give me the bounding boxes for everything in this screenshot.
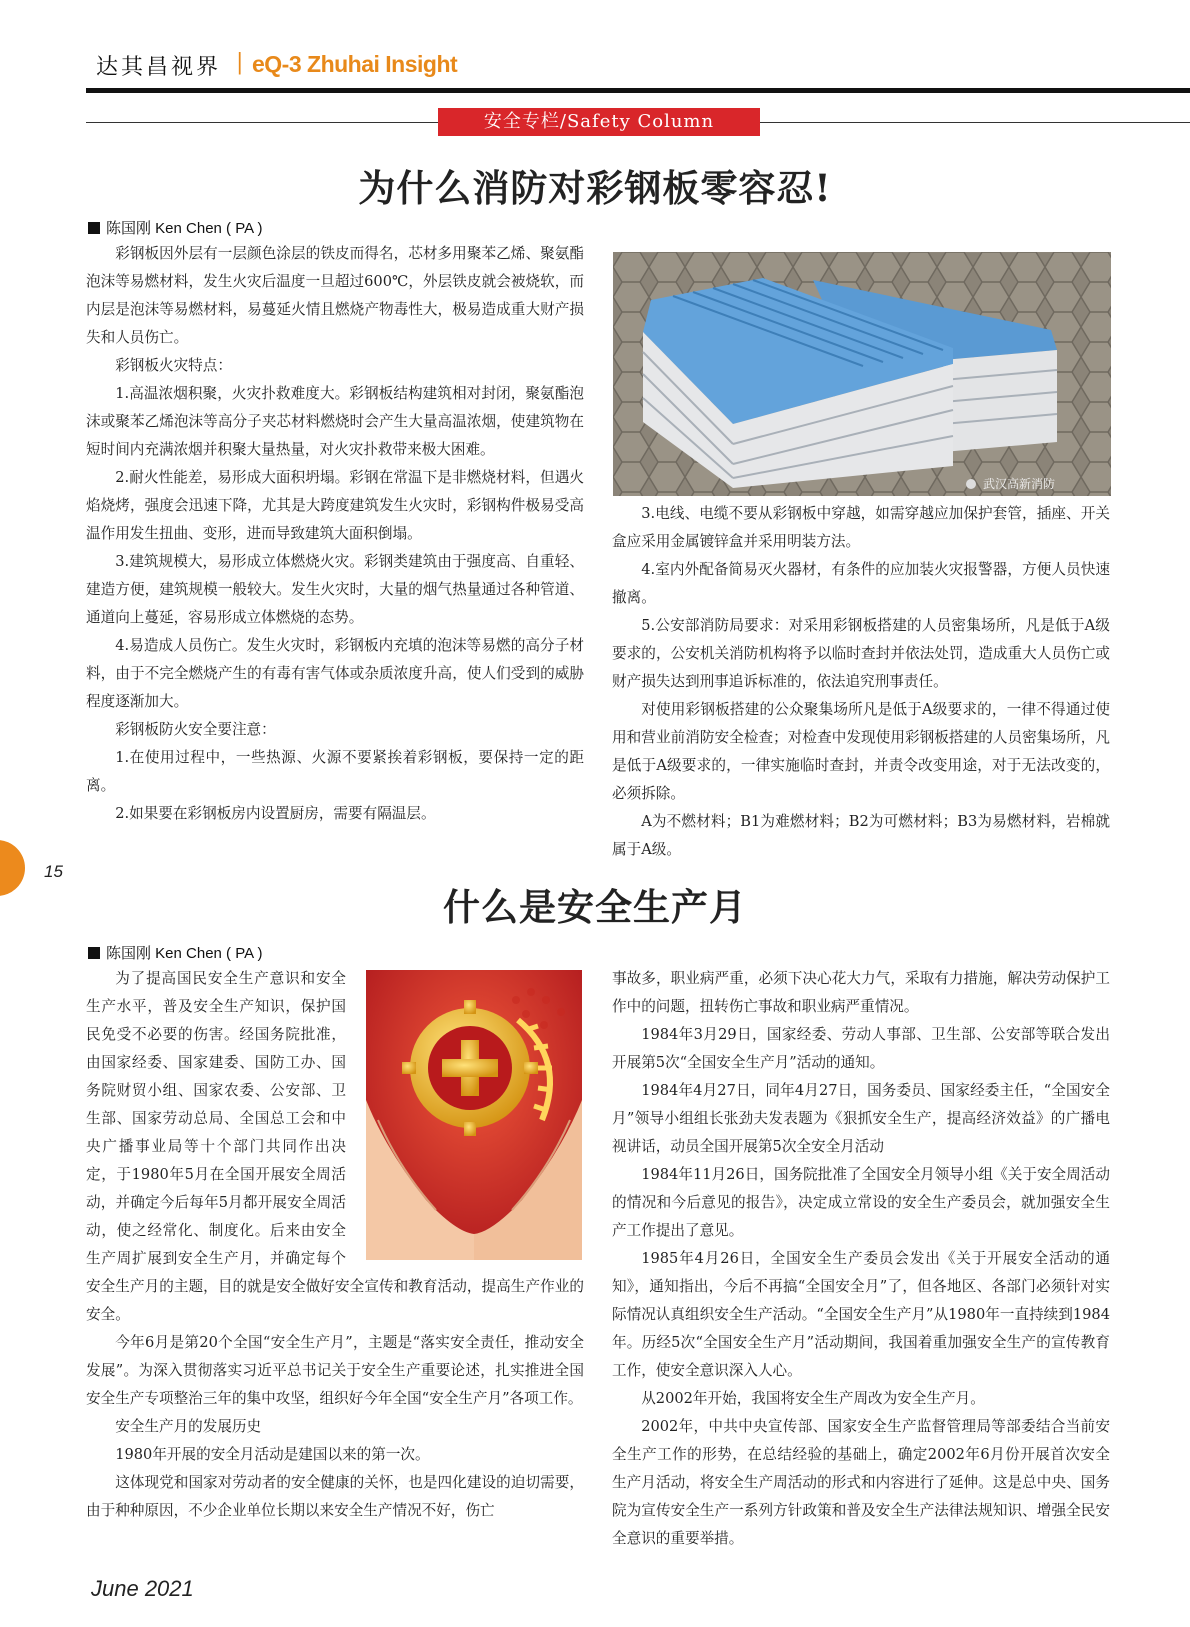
paragraph: 2002年，中共中央宣传部、国家安全生产监督管理局等部委结合当前安全生产工作的形势，在总结经验的基础上，确定2002年6月份开展首次安全生产月活动，将安全生产周活动的形式和内容进行了延伸。这是总中央、国务院为宣传安全生产一系列方针政策和普及安全生产法律法规知识、增强全民安全意识的重要举措。 bbox=[612, 1418, 1110, 1547]
paragraph: 今年6月是第20个全国“安全生产月”，主题是“落实安全责任，推动安全发展”。为深入贯彻落实习近平总书记关于安全生产重要论述，扎实推进全国安全生产专项整治三年的集中攻坚，组织好今年全国“安全生产月”各项工作。 bbox=[86, 1334, 584, 1407]
paragraph: 5.公安部消防局要求：对采用彩钢板搭建的人员密集场所，凡是低于A级要求的，公安机关消防机构将予以临时查封并依法处罚，造成重大人员伤亡或财产损失达到刑事追诉标准的，依法追究刑事责任。 bbox=[612, 617, 1110, 690]
paragraph: 事故多，职业病严重，必须下决心花大力气，采取有力措施，解决劳动保护工作中的问题，扭转伤亡事故和职业病严重情况。 bbox=[612, 970, 1110, 1015]
paragraph: 彩钢板因外层有一层颜色涂层的铁皮而得名，芯材多用聚苯乙烯、聚氨酯泡沫等易燃材料，发生火灾后温度一旦超过600℃，外层铁皮就会被烧软，而内层是泡沫等易燃材料，易蔓延火情且燃烧产物毒性大，极易造成重大财产损失和人员伤亡。 bbox=[86, 245, 584, 346]
issue-date: June 2021 bbox=[91, 1576, 194, 1601]
article1-author: 陈国刚 Ken Chen ( PA ) bbox=[106, 220, 263, 237]
paragraph: 1.在使用过程中，一些热源、火源不要紧挨着彩钢板，要保持一定的距离。 bbox=[86, 749, 584, 794]
paragraph: 2.耐火性能差，易形成大面积坍塌。彩钢在常温下是非燃烧材料，但遇火焰烧烤，强度会迅速下降，尤其是大跨度建筑发生火灾时，彩钢构件极易受高温作用发生扭曲、变形，进而导致建筑大面积倒塌。 bbox=[86, 469, 584, 542]
article1-byline bbox=[88, 217, 262, 238]
paragraph: 2.如果要在彩钢板房内设置厨房，需要有隔温层。 bbox=[115, 805, 436, 822]
image-watermark: 武汉高新消防 bbox=[983, 477, 1056, 491]
paragraph: 4.室内外配备简易灭火器材，有条件的应加装火灾报警器，方便人员快速撤离。 bbox=[612, 561, 1110, 606]
article1-right-column bbox=[612, 500, 1110, 864]
paragraph: 安全生产月的发展历史 bbox=[115, 1418, 262, 1435]
paragraph: 3.建筑规模大，易形成立体燃烧火灾。彩钢类建筑由于强度高、自重轻、建造方便，建筑规模一般较大。发生火灾时，大量的烟气热量通过各种管道、通道向上蔓延，容易形成立体燃烧的态势。 bbox=[86, 553, 584, 626]
paragraph: 3.电线、电缆不要从彩钢板中穿越，如需穿越应加保护套管，插座、开关盒应采用金属镀锌盒并采用明装方法。 bbox=[612, 505, 1110, 550]
paragraph: 4.易造成人员伤亡。发生火灾时，彩钢板内充填的泡沫等易燃的高分子材料，由于不完全燃烧产生的有毒有害气体或杂质浓度升高，使人们受到的威胁程度逐渐加大。 bbox=[86, 637, 584, 710]
column-rule-right bbox=[760, 122, 1190, 123]
paragraph: 1984年11月26日，国务院批准了全国安全月领导小组《关于安全周活动的情况和今后意见的报告》，决定成立常设的安全生产委员会，就加强安全生产工作提出了意见。 bbox=[612, 1166, 1110, 1239]
bullet-square-icon bbox=[88, 947, 100, 959]
safety-emblem-hands-image bbox=[366, 970, 582, 1260]
article2-title: 什么是安全生产月 bbox=[443, 885, 747, 929]
column-label-badge: 安全专栏/Safety Column bbox=[438, 108, 760, 136]
header-rule bbox=[86, 88, 1190, 93]
paragraph: 彩钢板防火安全要注意： bbox=[115, 721, 276, 738]
paragraph: 为了提高国民安全生产意识和安全生产水平，普及安全生产知识，保护国民免受不必要的伤害。经国务院批准，由国家经委、国家建委、国防工办、国务院财贸小组、国家农委、公安部、卫生部、国家劳动总局、全国总工会和中央广播事业局等十个部门共同作出决定，于1980年5月在全国开展安全周活动，并确定今后每年5月都开展安全周活动，使之经常化、制度化。后来由安全生产周扩展到安全生产月，并确定每个安全生产月的主题，目的就是安全做好安全宣传和教育活动，提高生产作业的安全。 bbox=[86, 970, 584, 1323]
paragraph: 1984年3月29日，国家经委、劳动人事部、卫生部、公安部等联合发出开展第5次“全国安全生产月”活动的通知。 bbox=[612, 1026, 1110, 1071]
paragraph: A为不燃材料；B1为难燃材料；B2为可燃材料；B3为易燃材料，岩棉就属于A级。 bbox=[612, 813, 1110, 858]
paragraph: 1.高温浓烟积聚，火灾扑救难度大。彩钢板结构建筑相对封闭，聚氨酯泡沫或聚苯乙烯泡沫等高分子夹芯材料燃烧时会产生大量高温浓烟，使建筑物在短时间内充满浓烟并积聚大量热量，对火灾扑救带来极大困难。 bbox=[86, 385, 584, 458]
article2-author: 陈国刚 Ken Chen ( PA ) bbox=[106, 945, 263, 962]
paragraph: 彩钢板火灾特点： bbox=[115, 357, 232, 374]
page-number: 15 bbox=[44, 862, 63, 881]
paragraph: 这体现党和国家对劳动者的安全健康的关怀，也是四化建设的迫切需要，由于种种原因，不少企业单位长期以来安全生产情况不好，伤亡 bbox=[86, 1474, 584, 1519]
article1-left-column bbox=[86, 240, 584, 828]
bullet-square-icon bbox=[88, 222, 100, 234]
paragraph: 从2002年开始，我国将安全生产周改为安全生产月。 bbox=[641, 1390, 985, 1407]
paragraph: 1984年4月27日，同年4月27日，国务委员、国家经委主任，“全国安全月”领导小组组长张劲夫发表题为《狠抓安全生产，提高经济效益》的广播电视讲话，动员全国开展第5次全安全月活动 bbox=[612, 1082, 1110, 1155]
column-rule-left bbox=[86, 122, 438, 123]
header-separator: | bbox=[236, 50, 244, 75]
paragraph: 1980年开展的安全月活动是建国以来的第一次。 bbox=[115, 1446, 430, 1463]
article1-title: 为什么消防对彩钢板零容忍! bbox=[358, 166, 832, 210]
article2-byline bbox=[88, 942, 262, 963]
article2-right-column bbox=[612, 965, 1110, 1553]
paragraph: 1985年4月26日，全国安全生产委员会发出《关于开展安全活动的通知》，通知指出，今后不再搞“全国安全月”了，但各地区、各部门必须针对实际情况认真组织安全生产活动。“全国安全生产月”从1980年一直持续到1984年。历经5次“全国安全生产月”活动期间，我国着重加强安全生产的宣传教育工作，使安全意识深入人心。 bbox=[612, 1250, 1110, 1379]
steel-panels-photo bbox=[613, 252, 1111, 496]
magazine-title-cn: 达其昌视界 bbox=[96, 55, 222, 80]
magazine-title-en: eQ-3 Zhuhai Insight bbox=[252, 51, 458, 77]
paragraph: 对使用彩钢板搭建的公众聚集场所凡是低于A级要求的，一律不得通过使用和营业前消防安全检查；对检查中发现使用彩钢板搭建的人员密集场所，凡是低于A级要求的，一律实施临时查封，并责令改变用途，对于无法改变的，必须拆除。 bbox=[612, 701, 1110, 802]
